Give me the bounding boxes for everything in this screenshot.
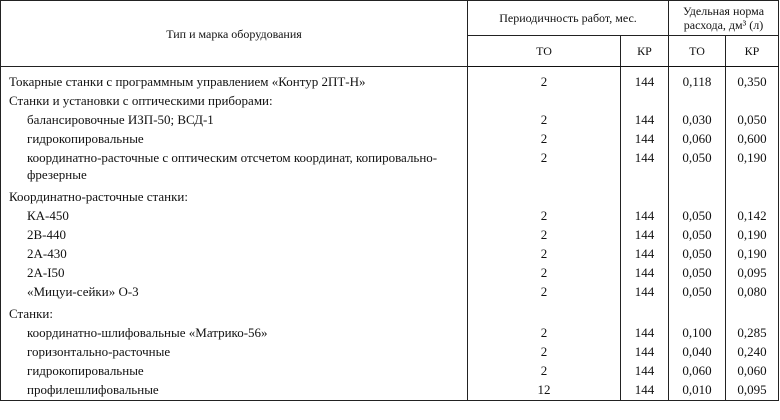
- to-period: 2: [468, 67, 621, 93]
- table-row: [1, 362, 779, 381]
- header-norm-kr: КР: [726, 36, 779, 67]
- equipment-name: гидрокопировальные: [1, 130, 468, 149]
- equipment-name: Токарные станки с программным управлением «Контур 2ПТ-Н»: [1, 67, 468, 93]
- norm-to: 0,050: [669, 264, 726, 283]
- group-title: Станки и установки с оптическими приборами:: [1, 92, 468, 111]
- kr-period: 144: [621, 207, 669, 226]
- table-row: [1, 381, 779, 401]
- norm-to: 0,050: [669, 245, 726, 264]
- kr-period: 144: [621, 283, 669, 302]
- norm-to: 0,060: [669, 130, 726, 149]
- equipment-name: 2А-I50: [1, 264, 468, 283]
- norm-to: 0,010: [669, 381, 726, 401]
- kr-period: 144: [621, 381, 669, 401]
- equipment-name: «Мицуи-сейки» О-3: [1, 283, 468, 302]
- norm-to: 0,118: [669, 67, 726, 93]
- header-kr: КР: [621, 36, 669, 67]
- kr-period: 144: [621, 324, 669, 343]
- kr-period: 144: [621, 362, 669, 381]
- to-period: 12: [468, 381, 621, 401]
- equipment-name: балансировочные ИЗП-50; ВСД-1: [1, 111, 468, 130]
- to-period: 2: [468, 226, 621, 245]
- table-row: [1, 111, 779, 130]
- header-to: ТО: [468, 36, 621, 67]
- table-row: [1, 67, 779, 93]
- kr-period: 144: [621, 343, 669, 362]
- equipment-name: профилешлифовальные: [1, 381, 468, 401]
- header-equipment-type: Тип и марка оборудования: [1, 1, 468, 67]
- norm-to: 0,050: [669, 226, 726, 245]
- norm-to: 0,050: [669, 283, 726, 302]
- table-row: [1, 226, 779, 245]
- norm-kr: 0,060: [726, 362, 779, 381]
- header-consumption-norm: Удельная норма расхода, дм³ (л): [669, 1, 779, 36]
- to-period: 2: [468, 111, 621, 130]
- kr-period: 144: [621, 130, 669, 149]
- table-row: [1, 324, 779, 343]
- equipment-name: координатно-шлифовальные «Матрико-56»: [1, 324, 468, 343]
- to-period: 2: [468, 130, 621, 149]
- kr-period: 144: [621, 264, 669, 283]
- norm-kr: 0,080: [726, 283, 779, 302]
- table-row: [1, 130, 779, 149]
- group-title: Станки:: [1, 302, 468, 324]
- to-period: 2: [468, 245, 621, 264]
- header-periodicity: Периодичность работ, мес.: [468, 1, 669, 36]
- equipment-name: 2А-430: [1, 245, 468, 264]
- kr-period: 144: [621, 111, 669, 130]
- to-period: 2: [468, 264, 621, 283]
- kr-period: 144: [621, 149, 669, 185]
- norm-to: 0,030: [669, 111, 726, 130]
- table-row: [1, 264, 779, 283]
- norm-kr: 0,142: [726, 207, 779, 226]
- to-period: 2: [468, 324, 621, 343]
- norm-kr: 0,190: [726, 149, 779, 185]
- table-row: [1, 343, 779, 362]
- norm-kr: 0,190: [726, 226, 779, 245]
- equipment-name: КА-450: [1, 207, 468, 226]
- equipment-name: координатно-расточные с оптическим отсчетом координат, копировально-фрезерные: [1, 149, 468, 185]
- table-row: [1, 283, 779, 302]
- norm-kr: 0,095: [726, 381, 779, 401]
- norm-to: 0,050: [669, 207, 726, 226]
- norm-to: 0,050: [669, 149, 726, 185]
- table-header: [1, 1, 779, 67]
- header-norm-to: ТО: [669, 36, 726, 67]
- table-row: [1, 245, 779, 264]
- group-row: [1, 302, 779, 324]
- kr-period: 144: [621, 67, 669, 93]
- group-row: [1, 185, 779, 207]
- kr-period: 144: [621, 226, 669, 245]
- table-body: [1, 67, 779, 401]
- table-row: [1, 149, 779, 185]
- group-title: Координатно-расточные станки:: [1, 185, 468, 207]
- norm-kr: 0,050: [726, 111, 779, 130]
- norm-kr: 0,240: [726, 343, 779, 362]
- to-period: 2: [468, 207, 621, 226]
- table-row: [1, 207, 779, 226]
- to-period: 2: [468, 283, 621, 302]
- group-row: [1, 92, 779, 111]
- kr-period: 144: [621, 245, 669, 264]
- to-period: 2: [468, 362, 621, 381]
- norm-kr: 0,190: [726, 245, 779, 264]
- norm-kr: 0,285: [726, 324, 779, 343]
- norm-to: 0,100: [669, 324, 726, 343]
- equipment-name: гидрокопировальные: [1, 362, 468, 381]
- equipment-name: горизонтально-расточные: [1, 343, 468, 362]
- norm-to: 0,060: [669, 362, 726, 381]
- norm-kr: 0,095: [726, 264, 779, 283]
- to-period: 2: [468, 343, 621, 362]
- equipment-name: 2В-440: [1, 226, 468, 245]
- to-period: 2: [468, 149, 621, 185]
- norm-to: 0,040: [669, 343, 726, 362]
- norm-kr: 0,600: [726, 130, 779, 149]
- norm-kr: 0,350: [726, 67, 779, 93]
